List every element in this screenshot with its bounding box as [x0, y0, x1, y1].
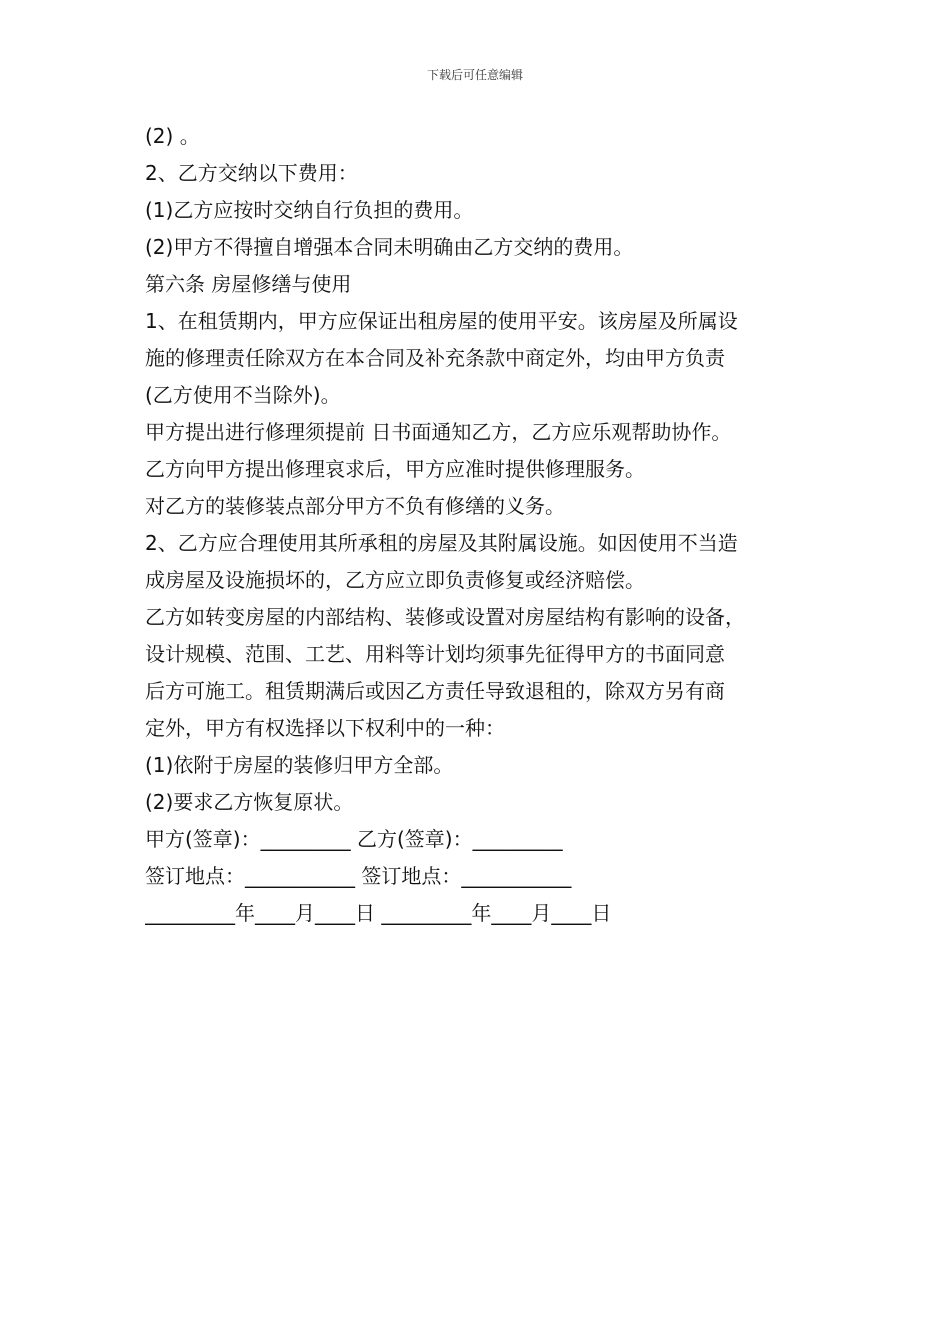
text-line: 乙方如转变房屋的内部结构、装修或设置对房屋结构有影响的设备，: [145, 605, 745, 629]
text-line: 后方可施工。租赁期满后或因乙方责任导致退租的，除双方另有商: [145, 679, 725, 703]
section-heading: 第六条 房屋修缮与使用: [145, 272, 352, 296]
text-line: 乙方向甲方提出修理哀求后，甲方应准时提供修理服务。: [145, 457, 645, 481]
text-line: 对乙方的装修装点部分甲方不负有修缮的义务。: [145, 494, 565, 518]
text-line: (乙方使用不当除外)。: [145, 383, 341, 407]
text-line: 甲方提出进行修理须提前 日书面通知乙方，乙方应乐观帮助协作。: [145, 420, 732, 444]
text-line: 施的修理责任除双方在本合同及补充条款中商定外，均由甲方负责: [145, 346, 725, 370]
text-line: (2) 。: [145, 124, 200, 148]
date-line: _________年____月____日 _________年____月____日: [145, 901, 612, 925]
signature-line: 甲方(签章)：_________ 乙方(签章)：_________: [145, 827, 563, 851]
text-line: 2、乙方应合理使用其所承租的房屋及其附属设施。如因使用不当造: [145, 531, 738, 555]
text-line: (1)乙方应按时交纳自行负担的费用。: [145, 198, 474, 222]
text-line: (1)依附于房屋的装修归甲方全部。: [145, 753, 454, 777]
text-line: 成房屋及设施损坏的，乙方应立即负责修复或经济赔偿。: [145, 568, 645, 592]
text-line: 1、在租赁期内，甲方应保证出租房屋的使用平安。该房屋及所属设: [145, 309, 738, 333]
text-line: 定外，甲方有权选择以下权利中的一种：: [145, 716, 505, 740]
signing-place-line: 签订地点：___________ 签订地点：___________: [145, 864, 572, 888]
text-line: (2)甲方不得擅自增强本合同未明确由乙方交纳的费用。: [145, 235, 634, 259]
text-line: 2、乙方交纳以下费用：: [145, 161, 358, 185]
page-header: 下载后可任意编辑: [426, 68, 523, 82]
text-line: 设计规模、范围、工艺、用料等计划均须事先征得甲方的书面同意: [145, 642, 725, 666]
text-line: (2)要求乙方恢复原状。: [145, 790, 354, 814]
document-body: [145, 118, 825, 932]
